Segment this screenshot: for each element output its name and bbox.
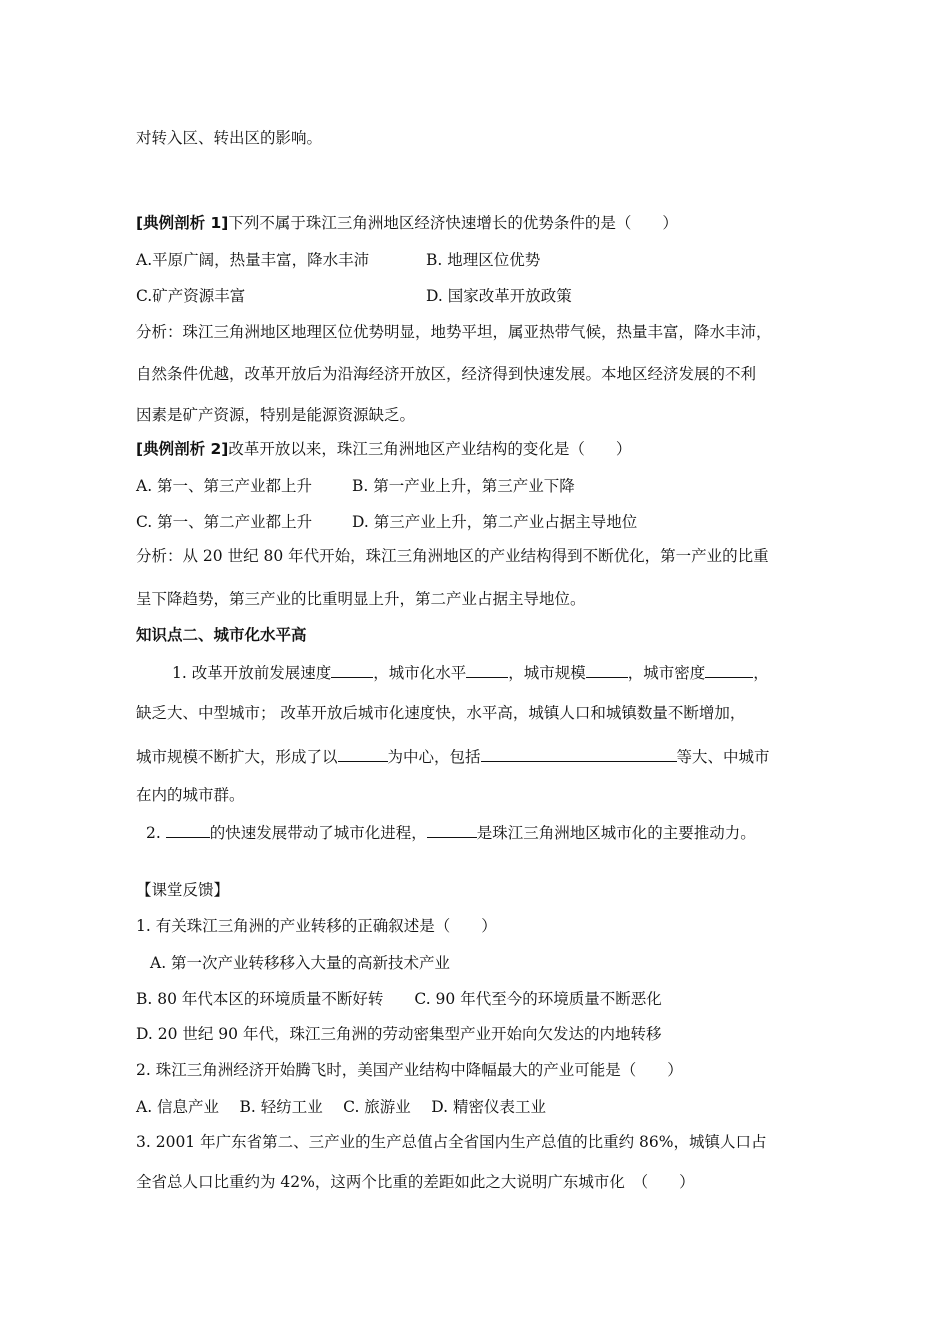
kp2-question-1-line-4: 在内的城市群。 bbox=[136, 786, 245, 804]
fill-blank[interactable] bbox=[331, 661, 373, 678]
example-2-tag: [典例剖析 2] bbox=[136, 440, 229, 458]
example-2-question-text: 改革开放以来，珠江三角洲地区产业结构的变化是（ ） bbox=[228, 440, 632, 458]
example-2-option-a: A. 第一、第三产业都上升 bbox=[136, 477, 313, 495]
example-1-options-cd bbox=[136, 286, 572, 306]
example-1-option-c: C.矿产资源丰富 bbox=[136, 287, 246, 305]
example-1-options-ab bbox=[136, 250, 540, 270]
feedback-title: 【课堂反馈】 bbox=[136, 881, 230, 899]
example-2-analysis-line-2: 呈下降趋势，第三产业的比重明显上升，第二产业占据主导地位。 bbox=[136, 590, 586, 608]
kp2-q2-text-a: 2. bbox=[146, 824, 166, 842]
fill-blank[interactable] bbox=[166, 821, 210, 838]
kp2-q1-text-a: 1. 改革开放前发展速度 bbox=[172, 664, 332, 682]
knowledge-point-2-title: 知识点二、城市化水平高 bbox=[136, 626, 307, 644]
example-2-option-c: C. 第一、第二产业都上升 bbox=[136, 513, 313, 531]
example-2-options-ab bbox=[136, 476, 575, 496]
feedback-q3-line-1: 3. 2001 年广东省第二、三产业的生产总值占全省国内生产总值的比重约 86%，城镇人口占 bbox=[136, 1133, 767, 1151]
kp2-question-1-line-3 bbox=[136, 745, 770, 767]
example-1-analysis-line-3: 因素是矿产资源，特别是能源资源缺乏。 bbox=[136, 406, 416, 424]
kp2-q1-text-c: ，城市规模 bbox=[508, 664, 586, 682]
example-2-question bbox=[136, 439, 631, 459]
kp2-q1-text-d: ，城市密度 bbox=[627, 664, 706, 682]
feedback-q1: 1. 有关珠江三角洲的产业转移的正确叙述是（ ） bbox=[136, 917, 497, 935]
fill-blank[interactable] bbox=[705, 661, 753, 678]
feedback-q1-option-a: A. 第一次产业转移移入大量的高新技术产业 bbox=[150, 954, 451, 972]
example-1-option-d: D. 国家改革开放政策 bbox=[426, 287, 572, 305]
kp2-q1-l3-text-b: 为中心，包括 bbox=[387, 748, 481, 766]
intro-line: 对转入区、转出区的影响。 bbox=[136, 129, 323, 147]
kp2-q1-l3-text-c: 等大、中城市 bbox=[676, 748, 770, 766]
kp2-q1-text-b: ，城市化水平 bbox=[373, 664, 467, 682]
example-1-question bbox=[136, 213, 678, 233]
feedback-q3-line-2: 全省总人口比重约为 42%，这两个比重的差距如此之大说明广东城市化 （ ） bbox=[136, 1173, 695, 1191]
example-1-tag: [典例剖析 1] bbox=[136, 214, 229, 232]
example-2-option-b: B. 第一产业上升，第三产业下降 bbox=[352, 477, 575, 495]
example-1-analysis-line-2: 自然条件优越，改革开放后为沿海经济开放区，经济得到快速发展。本地区经济发展的不利 bbox=[136, 365, 757, 383]
kp2-q2-text-b: 的快速发展带动了城市化进程， bbox=[209, 824, 427, 842]
example-1-question-text: 下列不属于珠江三角洲地区经济快速增长的优势条件的是（ ） bbox=[228, 214, 678, 232]
feedback-q2-options: A. 信息产业 B. 轻纺工业 C. 旅游业 D. 精密仪表工业 bbox=[136, 1098, 546, 1116]
kp2-question-1-line-1 bbox=[172, 661, 769, 683]
feedback-q1-options-bc: B. 80 年代本区的环境质量不断好转 C. 90 年代至今的环境质量不断恶化 bbox=[136, 990, 662, 1008]
feedback-q2: 2. 珠江三角洲经济开始腾飞时，美国产业结构中降幅最大的产业可能是（ ） bbox=[136, 1061, 683, 1079]
example-1-option-b: B. 地理区位优势 bbox=[426, 251, 541, 269]
example-1-analysis-line-1: 分析：珠江三角洲地区地理区位优势明显，地势平坦，属亚热带气候，热量丰富，降水丰沛， bbox=[136, 323, 772, 341]
kp2-question-2 bbox=[146, 821, 756, 843]
fill-blank[interactable] bbox=[481, 745, 677, 762]
example-1-option-a: A.平原广阔，热量丰富，降水丰沛 bbox=[136, 251, 370, 269]
feedback-q1-option-d: D. 20 世纪 90 年代，珠江三角洲的劳动密集型产业开始向欠发达的内地转移 bbox=[136, 1025, 662, 1043]
kp2-q2-text-c: 是珠江三角洲地区城市化的主要推动力。 bbox=[476, 824, 756, 842]
fill-blank[interactable] bbox=[586, 661, 628, 678]
example-2-options-cd bbox=[136, 512, 637, 532]
example-2-analysis-line-1: 分析：从 20 世纪 80 年代开始，珠江三角洲地区的产业结构得到不断优化，第一产业的比重 bbox=[136, 547, 769, 565]
fill-blank[interactable] bbox=[427, 821, 477, 838]
fill-blank[interactable] bbox=[466, 661, 508, 678]
kp2-q1-l3-text-a: 城市规模不断扩大，形成了以 bbox=[136, 748, 338, 766]
kp2-q1-text-e: ， bbox=[753, 664, 769, 682]
example-2-option-d: D. 第三产业上升，第二产业占据主导地位 bbox=[352, 513, 638, 531]
fill-blank[interactable] bbox=[338, 745, 388, 762]
kp2-question-1-line-2: 缺乏大、中型城市； 改革开放后城市化速度快，水平高，城镇人口和城镇数量不断增加， bbox=[136, 704, 746, 722]
